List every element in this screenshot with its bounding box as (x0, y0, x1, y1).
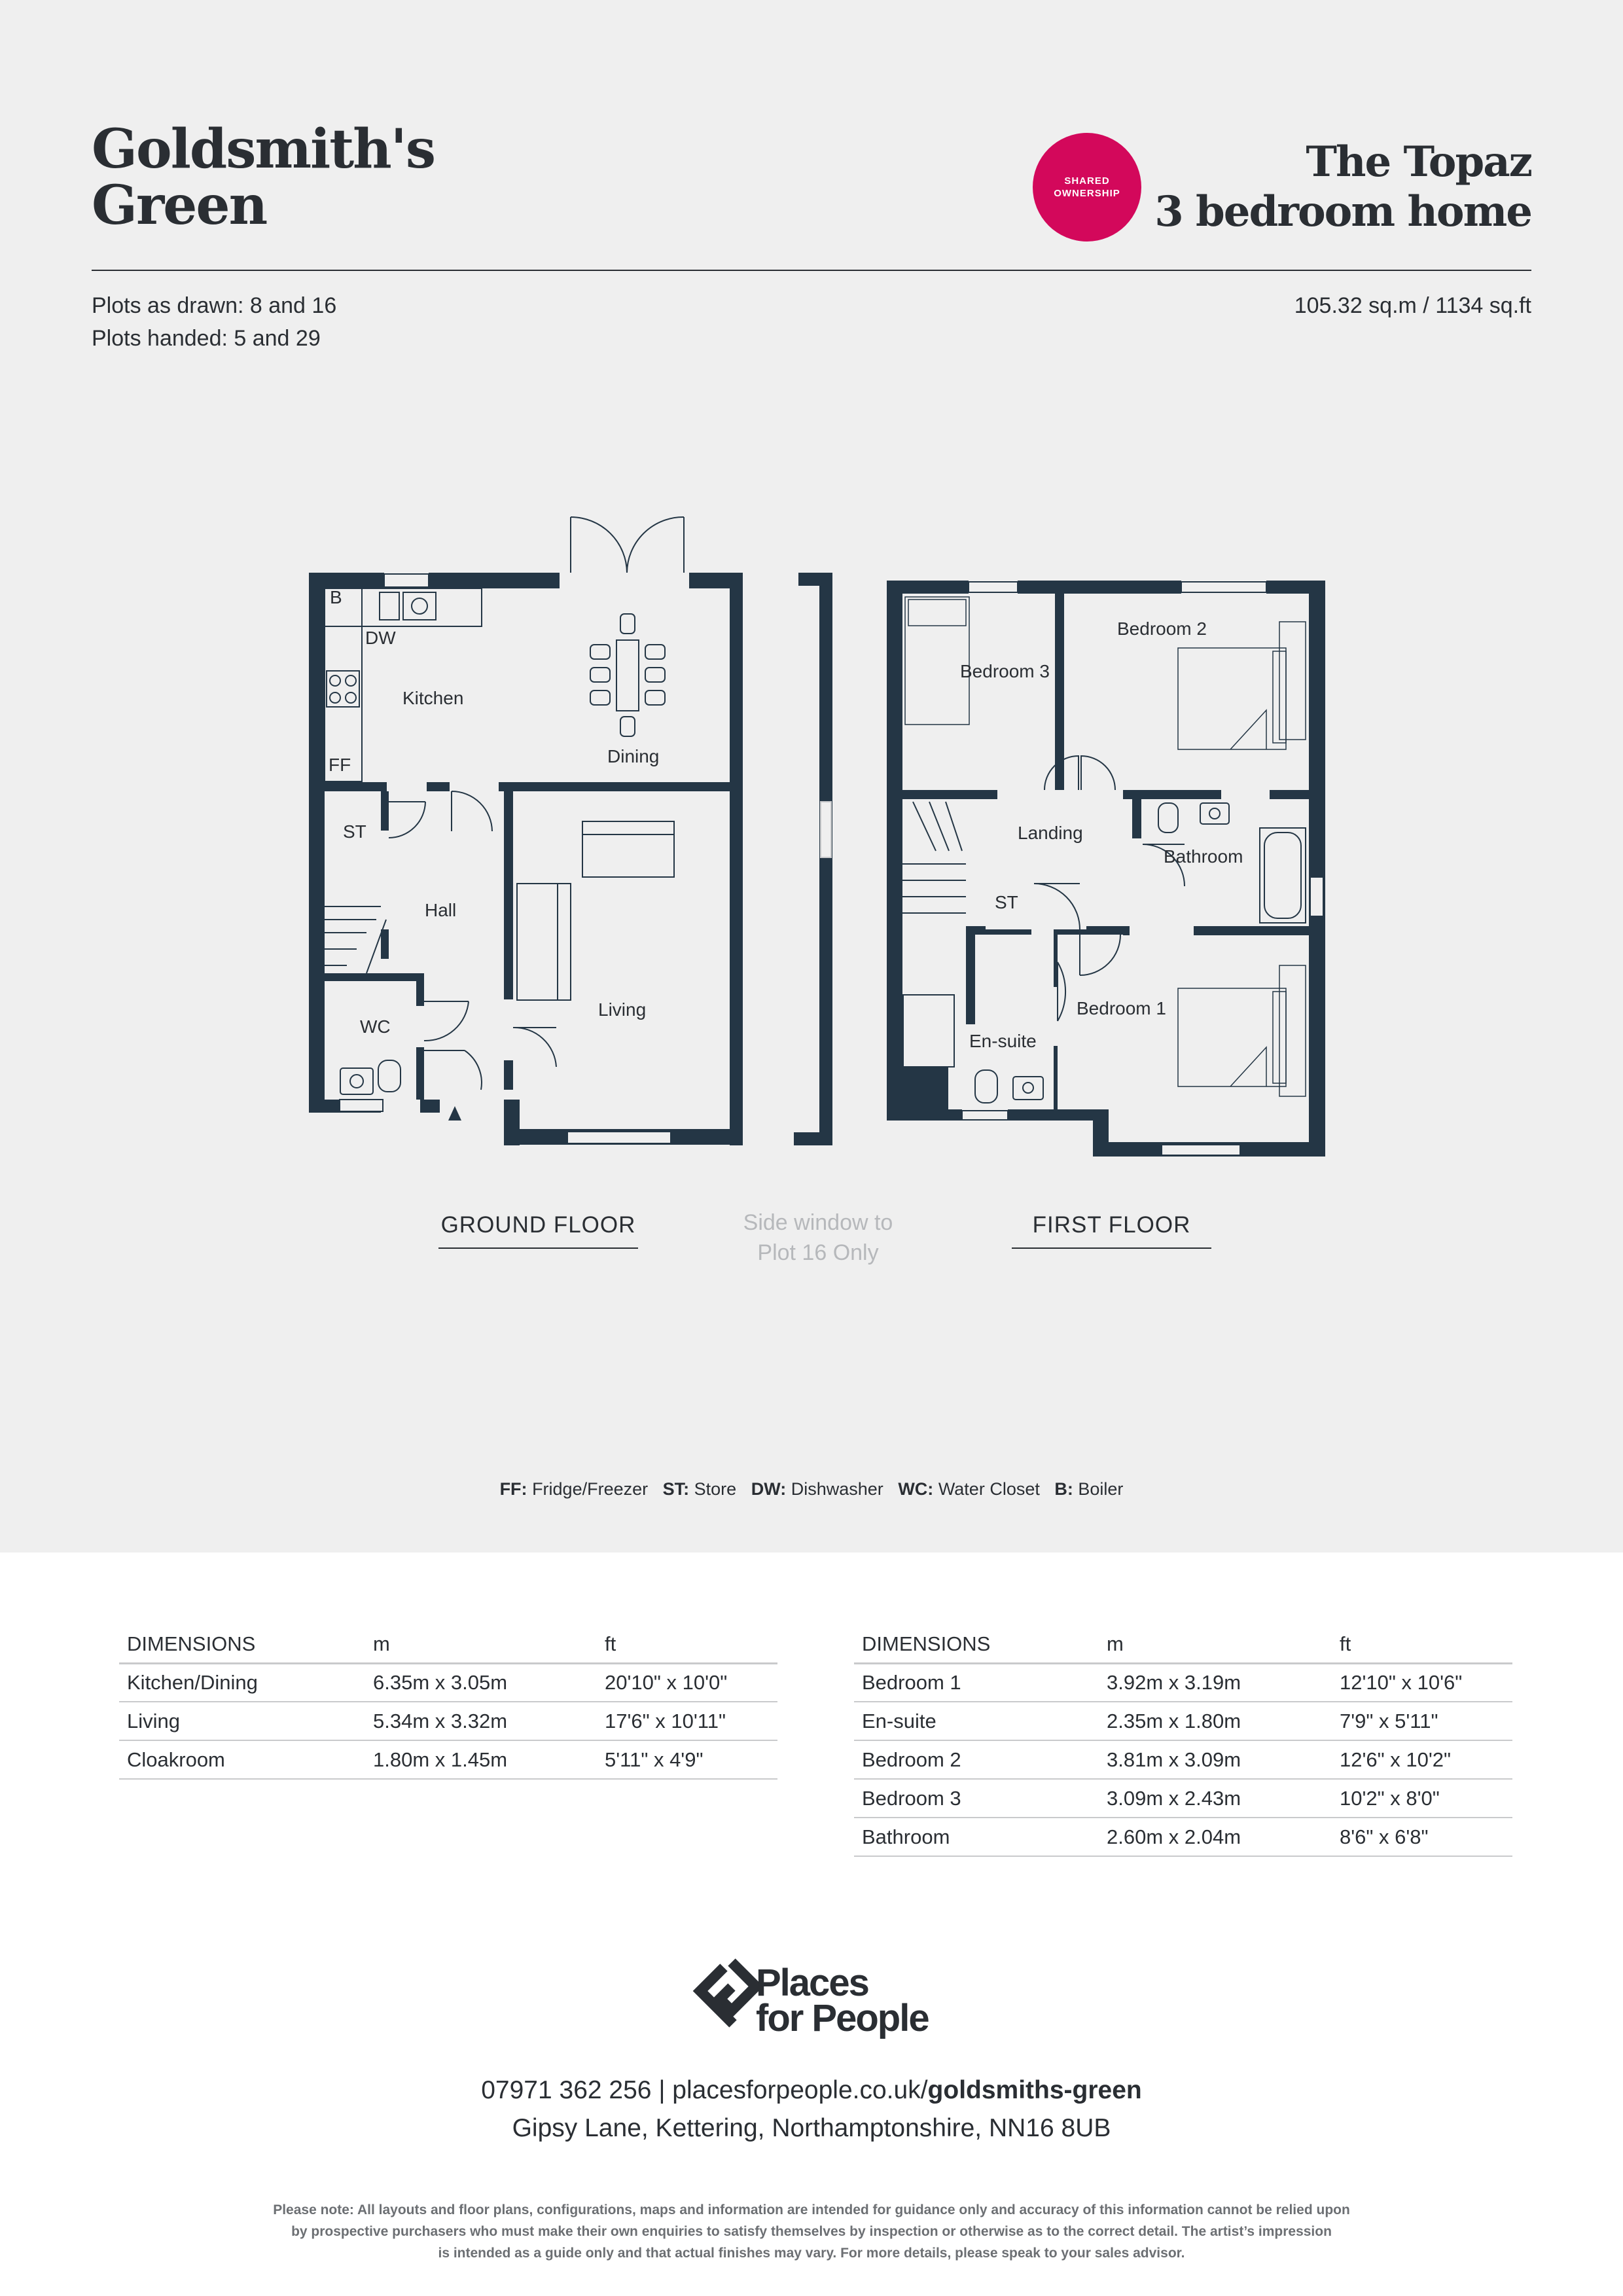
room-name: Cloakroom (119, 1740, 365, 1779)
room-name: Kitchen/Dining (119, 1663, 365, 1702)
room-metres: 2.35m x 1.80m (1099, 1702, 1332, 1740)
room-feet: 20'10" x 10'0" (597, 1663, 777, 1702)
development-name-line2: Green (92, 174, 267, 237)
legend-abbr: ST: (662, 1479, 690, 1499)
side-window-note-line1: Side window to (743, 1210, 893, 1235)
brand-name (756, 1962, 929, 2039)
side-wall-plot16 (794, 573, 832, 1145)
ground-floor-label-text: GROUND FLOOR (440, 1212, 636, 1238)
room-name: Bedroom 1 (854, 1663, 1099, 1702)
brand-name-line2: for People (756, 1997, 929, 2039)
table-row (119, 1740, 777, 1779)
side-window-note (720, 1208, 916, 1268)
label-living: Living (598, 999, 647, 1020)
column-header: m (365, 1626, 597, 1663)
first-floor-label (1012, 1212, 1211, 1249)
table-row (854, 1818, 1512, 1856)
legend-text: Store (694, 1479, 737, 1499)
table-row (854, 1779, 1512, 1818)
site-path-link[interactable]: goldsmiths-green (927, 2076, 1142, 2104)
label-fridge: FF (329, 755, 351, 775)
phone-and-site: 07971 362 256 | placesforpeople.co.uk/ (481, 2076, 928, 2104)
room-metres: 6.35m x 3.05m (365, 1663, 597, 1702)
legend-abbr: B: (1054, 1479, 1073, 1499)
room-metres: 1.80m x 1.45m (365, 1740, 597, 1779)
room-name: En-suite (854, 1702, 1099, 1740)
legend-abbr: FF: (499, 1479, 527, 1499)
room-feet: 17'6" x 10'11" (597, 1702, 777, 1740)
label-landing: Landing (1018, 823, 1083, 843)
table-row (119, 1702, 777, 1740)
label-store-first: ST (995, 892, 1018, 912)
label-hall: Hall (425, 900, 457, 920)
label-ensuite: En-suite (969, 1031, 1037, 1051)
legend-text: Dishwasher (791, 1479, 883, 1499)
development-name-line1: Goldsmith's (92, 118, 435, 181)
room-name: Bedroom 3 (854, 1779, 1099, 1818)
room-metres: 3.09m x 2.43m (1099, 1779, 1332, 1818)
abbreviation-legend (0, 1479, 1623, 1499)
contact-line (0, 2072, 1623, 2109)
first-dimensions-table (854, 1626, 1512, 1857)
label-boiler: B (330, 587, 342, 607)
label-bedroom1: Bedroom 1 (1077, 998, 1166, 1018)
label-bedroom2: Bedroom 2 (1117, 619, 1207, 639)
label-dishwasher: DW (365, 628, 396, 648)
ground-floor-label (438, 1212, 638, 1249)
table-row (854, 1663, 1512, 1702)
label-wc: WC (360, 1016, 391, 1037)
house-bedrooms: 3 bedroom home (1154, 187, 1531, 236)
table-row (854, 1740, 1512, 1779)
disclaimer-line: Please note: All layouts and floor plans, configurations, maps and information are intended for guidance only and accuracy of this information cannot be relied upon (273, 2202, 1350, 2217)
room-metres: 5.34m x 3.32m (365, 1702, 597, 1740)
room-feet: 12'6" x 10'2" (1332, 1740, 1512, 1779)
floor-area: 105.32 sq.m / 1134 sq.ft (1294, 293, 1531, 318)
legend-abbr: DW: (751, 1479, 787, 1499)
table-header-row (854, 1626, 1512, 1663)
legend-text: Boiler (1078, 1479, 1124, 1499)
badge-line1: SHARED (1064, 175, 1110, 187)
room-feet: 12'10" x 10'6" (1332, 1663, 1512, 1702)
room-name: Bedroom 2 (854, 1740, 1099, 1779)
room-feet: 8'6" x 6'8" (1332, 1818, 1512, 1856)
legend-abbr: WC: (898, 1479, 934, 1499)
ground-floor-underline (438, 1247, 638, 1249)
legend-text: Water Closet (938, 1479, 1040, 1499)
address: Gipsy Lane, Kettering, Northamptonshire, NN16 8UB (512, 2114, 1111, 2142)
ground-floor-plan (309, 517, 743, 1145)
table-header-row (119, 1626, 777, 1663)
room-name: Bathroom (854, 1818, 1099, 1856)
plots-handed: Plots handed: 5 and 29 (92, 326, 321, 351)
room-metres: 3.92m x 3.19m (1099, 1663, 1332, 1702)
contact-details (0, 2072, 1623, 2147)
ground-dimensions-table (119, 1626, 777, 1780)
column-header: ft (1332, 1626, 1512, 1663)
column-header: m (1099, 1626, 1332, 1663)
first-floor-label-text: FIRST FLOOR (1032, 1212, 1191, 1238)
column-header: ft (597, 1626, 777, 1663)
label-kitchen: Kitchen (402, 688, 464, 708)
first-floor-plan (887, 581, 1325, 1157)
label-store-ground: ST (343, 821, 366, 842)
column-header: DIMENSIONS (854, 1626, 1099, 1663)
room-name: Living (119, 1702, 365, 1740)
badge-line2: OWNERSHIP (1054, 188, 1120, 199)
column-header: DIMENSIONS (119, 1626, 365, 1663)
room-metres: 2.60m x 2.04m (1099, 1818, 1332, 1856)
label-bedroom3: Bedroom 3 (960, 661, 1050, 681)
disclaimer-line: by prospective purchasers who must make their own enquiries to satisfy themselves by inspection or otherwise as to the correct detail. The artist’s impression (291, 2224, 1332, 2239)
table-row (119, 1663, 777, 1702)
room-feet: 7'9" x 5'11" (1332, 1702, 1512, 1740)
house-name: The Topaz (1306, 137, 1531, 187)
side-window-note-line2: Plot 16 Only (757, 1240, 879, 1265)
first-floor-underline (1012, 1247, 1211, 1249)
label-bathroom: Bathroom (1164, 846, 1243, 867)
room-metres: 3.81m x 3.09m (1099, 1740, 1332, 1779)
brand-name-line1: Places (756, 1962, 868, 2004)
disclaimer-line: is intended as a guide only and that actual finishes may vary. For more details, please speak to your sales advisor. (438, 2246, 1185, 2261)
label-dining: Dining (607, 746, 660, 766)
disclaimer (196, 2199, 1427, 2264)
room-feet: 5'11" x 4'9" (597, 1740, 777, 1779)
plots-drawn: Plots as drawn: 8 and 16 (92, 293, 337, 318)
table-row (854, 1702, 1512, 1740)
room-feet: 10'2" x 8'0" (1332, 1779, 1512, 1818)
legend-text: Fridge/Freezer (532, 1479, 649, 1499)
